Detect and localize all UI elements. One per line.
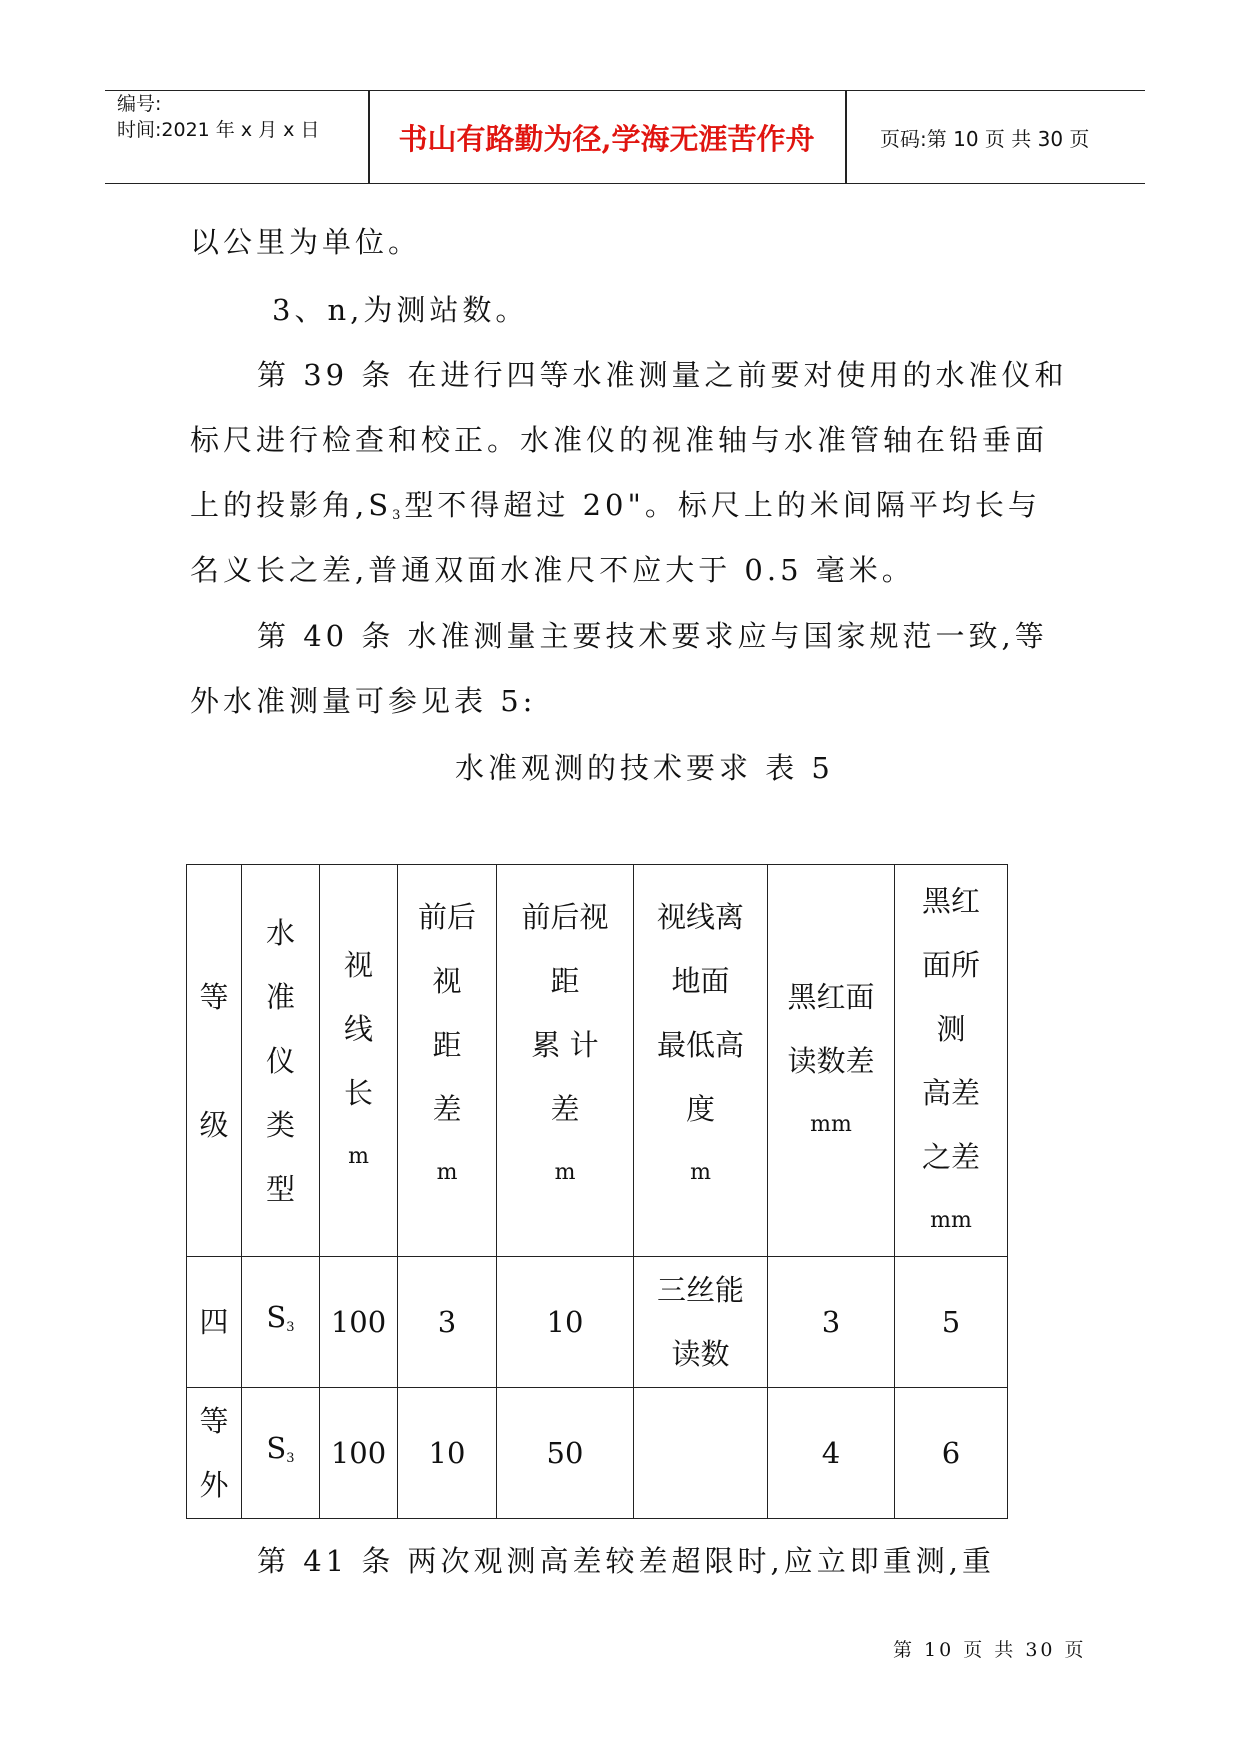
- paragraph-line: 外水准测量可参见表 5:: [190, 684, 537, 718]
- text-fragment: 上的投影角,: [190, 488, 369, 522]
- paragraph-line: 第 39 条 在进行四等水准测量之前要对使用的水准仪和: [257, 358, 1068, 392]
- cell-sight-diff: 10: [398, 1388, 497, 1519]
- paragraph-line: 以公里为单位。: [190, 225, 422, 259]
- paragraph-line: 第 40 条 水准测量主要技术要求应与国家规范一致,等: [257, 619, 1048, 653]
- text-fragment: S: [368, 488, 393, 522]
- cell-min-height: 三丝能 读数: [634, 1257, 768, 1388]
- cell-sight-cumulative: 10: [497, 1257, 634, 1388]
- header-grade: 等 级: [187, 865, 242, 1257]
- header-time-label: 时间:2021 年 x 月 x 日: [117, 119, 320, 141]
- subscript: 3: [392, 508, 405, 523]
- cell-grade: 等 外: [187, 1388, 242, 1519]
- header-sight-diff: 前后 视 距 差 m: [398, 865, 497, 1257]
- header-divider: [845, 91, 847, 183]
- cell-instrument: $S_3$: [242, 1257, 320, 1388]
- header-meta: [117, 91, 319, 143]
- paragraph-line: 第 41 条 两次观测高差较差超限时,应立即重测,重: [257, 1544, 995, 1578]
- header-min-height: 视线离 地面 最低高 度 m: [634, 865, 768, 1257]
- technical-requirements-table: [186, 864, 1008, 1519]
- table-caption: 水准观测的技术要求 表 5: [455, 751, 834, 785]
- cell-sight-length: 100: [320, 1257, 398, 1388]
- cell-sight-diff: 3: [398, 1257, 497, 1388]
- cell-height-diff: 6: [895, 1388, 1008, 1519]
- header-number-label: 编号:: [117, 93, 162, 115]
- cell-reading-diff: 4: [768, 1388, 895, 1519]
- table-header-row: [187, 865, 1008, 1257]
- cell-instrument: $S_3$: [242, 1388, 320, 1519]
- cell-min-height: [634, 1388, 768, 1519]
- paragraph-line: [190, 485, 1060, 536]
- header-motto: 书山有路勤为径,学海无涯苦作舟: [398, 121, 815, 156]
- paragraph-line: 名义长之差,普通双面水准尺不应大于 0.5 毫米。: [190, 553, 915, 587]
- header-sight-cumulative: 前后视 距 累 计 差 m: [497, 865, 634, 1257]
- cell-grade: 四: [187, 1257, 242, 1388]
- page-footer: 第 10 页 共 30 页: [893, 1639, 1087, 1661]
- cell-height-diff: 5: [895, 1257, 1008, 1388]
- cell-sight-length: 100: [320, 1388, 398, 1519]
- paragraph-line: 标尺进行检查和校正。水准仪的视准轴与水准管轴在铅垂面: [190, 423, 1049, 457]
- table-row: [187, 1388, 1008, 1519]
- header-red-black-reading: 黑红面 读数差 mm: [768, 865, 895, 1257]
- header-red-black-height-diff: 黑红 面所 测 高差 之差 mm: [895, 865, 1008, 1257]
- cell-sight-cumulative: 50: [497, 1388, 634, 1519]
- text-fragment: 型不得超过 20"。标尺上的米间隔平均长与: [404, 488, 1041, 522]
- header-instrument-type: 水 准 仪 类 型: [242, 865, 320, 1257]
- page-header: [105, 90, 1145, 184]
- paragraph-line: 3、n,为测站数。: [272, 293, 529, 327]
- table-row: [187, 1257, 1008, 1388]
- header-page-info: 页码:第 10 页 共 30 页: [880, 126, 1090, 151]
- cell-reading-diff: 3: [768, 1257, 895, 1388]
- header-sight-length: 视 线 长 m: [320, 865, 398, 1257]
